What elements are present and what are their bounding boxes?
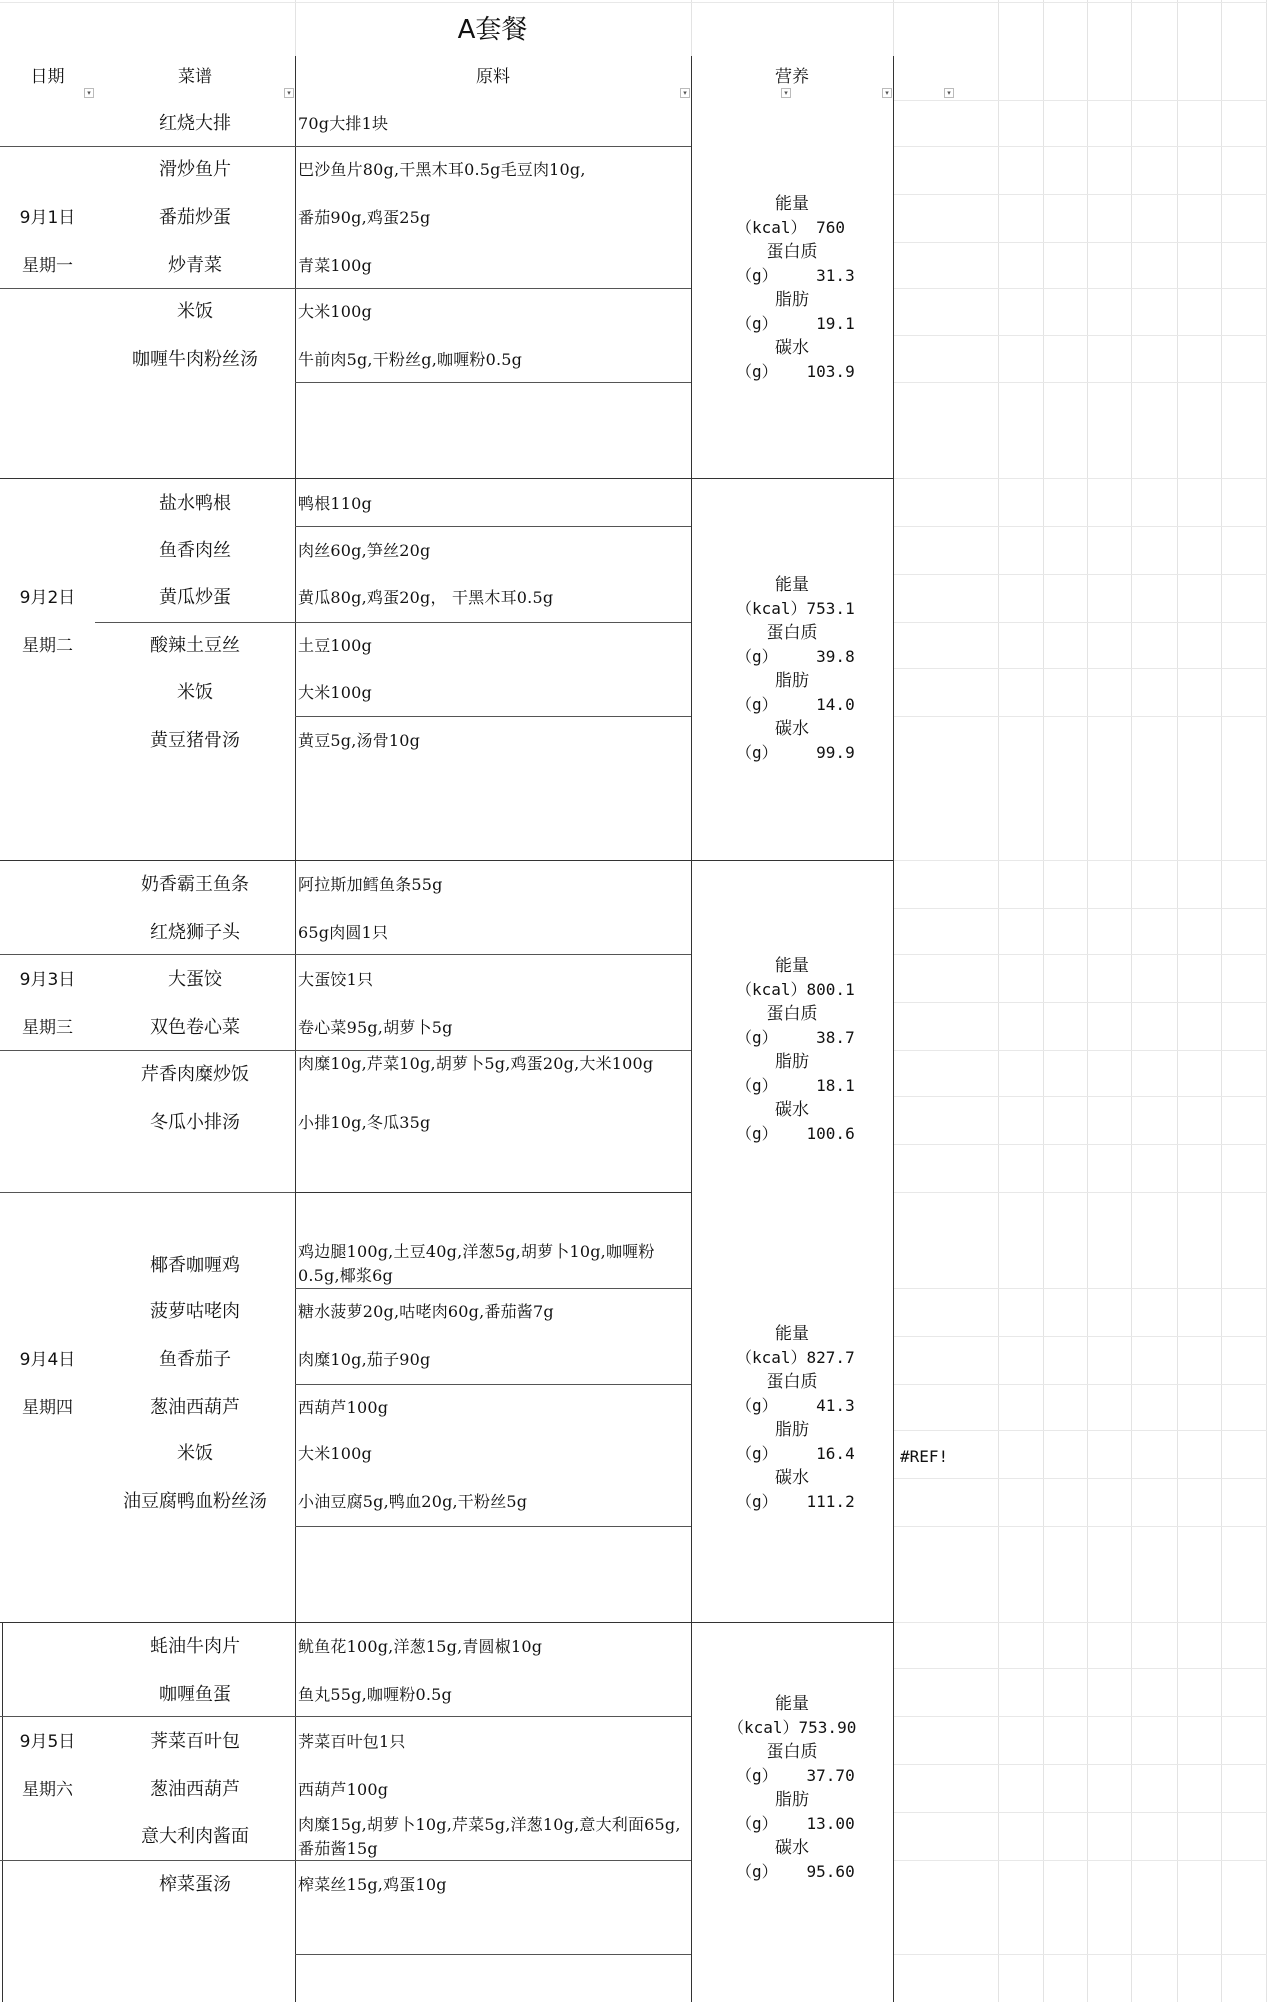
filter-dropdown-icon[interactable]: ▾ [944, 88, 954, 98]
ingredient-text: 小排10g,冬瓜35g [298, 1113, 431, 1132]
ingredient-text: 阿拉斯加鳕鱼条55g [298, 875, 443, 894]
energy-label: 能量 [775, 1324, 809, 1344]
protein-value: （g） 38.7 [736, 1028, 855, 1047]
grid-line [1087, 0, 1088, 2002]
nutrition-block [692, 1322, 892, 1514]
day-date: 9月1日 [19, 208, 76, 228]
ingredient-text: 大米100g [298, 302, 372, 321]
energy-value: （kcal）753.1 [736, 599, 855, 618]
nutrition-block [692, 1692, 892, 1884]
energy-label: 能量 [775, 575, 809, 595]
header-ingredients: 原料 [476, 67, 510, 87]
energy-value: （kcal）753.90 [728, 1718, 857, 1737]
fat-value: （g） 18.1 [736, 1076, 855, 1095]
ingredient-text: 肉糜10g,茄子90g [298, 1350, 431, 1369]
grid-line [998, 0, 999, 2002]
carb-value: （g） 99.9 [736, 743, 855, 762]
energy-label: 能量 [775, 194, 809, 214]
carb-value: （g） 103.9 [736, 362, 855, 381]
day-weekday: 星期一 [22, 256, 73, 276]
filter-dropdown-icon[interactable]: ▾ [882, 88, 892, 98]
grid-line [1131, 0, 1132, 2002]
ingredient-text: 青菜100g [298, 256, 372, 275]
filter-dropdown-icon[interactable]: ▾ [680, 88, 690, 98]
day-separator [0, 860, 893, 861]
filter-dropdown-icon[interactable]: ▾ [84, 88, 94, 98]
carb-value: （g） 95.60 [736, 1862, 855, 1881]
grid-line [1177, 0, 1178, 2002]
energy-label: 能量 [775, 1694, 809, 1714]
fat-label: 脂肪 [775, 1052, 809, 1072]
dish-name: 咖喱牛肉粉丝汤 [132, 349, 258, 370]
day-weekday: 星期三 [22, 1018, 73, 1038]
ingredient-text: 大米100g [298, 683, 372, 702]
ingredient-text: 肉糜10g,芹菜10g,胡萝卜5g,鸡蛋20g,大米100g [298, 1054, 654, 1073]
protein-value: （g） 39.8 [736, 647, 855, 666]
nutrition-block [692, 954, 892, 1146]
header-date: 日期 [30, 67, 65, 87]
ingredient-text: 黄瓜80g,鸡蛋20g， 干黑木耳0.5g [298, 588, 554, 607]
grid-line [1221, 0, 1222, 2002]
day-weekday: 星期六 [22, 1780, 73, 1800]
protein-label: 蛋白质 [766, 623, 818, 643]
dish-name: 冬瓜小排汤 [150, 1112, 240, 1133]
dish-name: 黄豆猪骨汤 [150, 730, 240, 751]
dish-name: 盐水鸭根 [159, 493, 231, 514]
fat-label: 脂肪 [775, 1420, 809, 1440]
dish-name: 油豆腐鸭血粉丝汤 [123, 1491, 267, 1512]
ingredient-text: 荠菜百叶包1只 [298, 1732, 406, 1751]
dish-name: 荠菜百叶包 [150, 1731, 240, 1752]
dish-name: 滑炒鱼片 [159, 159, 231, 180]
ingredient-text: 牛前肉5g,干粉丝g,咖喱粉0.5g [298, 350, 523, 369]
fat-value: （g） 19.1 [736, 314, 855, 333]
carb-value: （g） 100.6 [736, 1124, 855, 1143]
dish-name: 葱油西葫芦 [150, 1779, 240, 1800]
carb-label: 碳水 [775, 1468, 809, 1488]
header-dish: 菜谱 [178, 67, 212, 87]
ingredient-text: 西葫芦100g [298, 1398, 389, 1417]
ingredient-text: 榨菜丝15g,鸡蛋10g [298, 1875, 447, 1894]
fat-label: 脂肪 [775, 671, 809, 691]
dish-name: 米饭 [177, 682, 213, 703]
page-title: A套餐 [457, 15, 528, 45]
dish-name: 蚝油牛肉片 [150, 1636, 240, 1657]
dish-name: 米饭 [177, 301, 213, 322]
ingredient-text: 巴沙鱼片80g,干黑木耳0.5g毛豆肉10g, [298, 160, 586, 179]
dish-name: 咖喱鱼蛋 [159, 1684, 231, 1705]
day-date: 9月2日 [19, 588, 76, 608]
column-border [2, 1622, 3, 2002]
column-border [295, 56, 296, 2002]
ingredient-text: 番茄90g,鸡蛋25g [298, 208, 431, 227]
grid-line [893, 0, 894, 56]
day-date: 9月4日 [19, 1350, 76, 1370]
dish-name: 意大利肉酱面 [141, 1826, 249, 1847]
energy-value: （kcal）800.1 [736, 980, 855, 999]
day-weekday: 星期二 [22, 636, 73, 656]
dish-name: 酸辣土豆丝 [150, 635, 240, 656]
filter-dropdown-icon[interactable]: ▾ [781, 88, 791, 98]
ingredient-text: 西葫芦100g [298, 1780, 389, 1799]
dish-name: 大蛋饺 [168, 969, 222, 990]
dish-name: 葱油西葫芦 [150, 1397, 240, 1418]
day-date: 9月3日 [19, 970, 76, 990]
dish-name: 黄瓜炒蛋 [159, 587, 231, 608]
carb-label: 碳水 [775, 719, 809, 739]
dish-name: 芹香肉糜炒饭 [141, 1064, 249, 1085]
filter-dropdown-icon[interactable]: ▾ [284, 88, 294, 98]
ingredient-text: 鱿鱼花100g,洋葱15g,青圆椒10g [298, 1637, 543, 1656]
protein-label: 蛋白质 [766, 1004, 818, 1024]
fat-label: 脂肪 [775, 1790, 809, 1810]
fat-value: （g） 16.4 [736, 1444, 855, 1463]
grid-line [691, 0, 692, 56]
ingredient-text: 黄豆5g,汤骨10g [298, 731, 421, 750]
dish-name: 鱼香茄子 [159, 1349, 231, 1370]
energy-label: 能量 [775, 956, 809, 976]
ingredient-text: 肉丝60g,笋丝20g [298, 541, 431, 560]
fat-value: （g） 13.00 [736, 1814, 855, 1833]
dish-name: 番茄炒蛋 [159, 207, 231, 228]
ingredient-text: 大米100g [298, 1444, 372, 1463]
ingredient-text: 卷心菜95g,胡萝卜5g [298, 1018, 453, 1037]
day-date: 9月5日 [19, 1732, 76, 1752]
energy-value: （kcal） 760 [736, 218, 846, 237]
dish-name: 红烧大排 [159, 113, 231, 134]
ingredient-text: 大蛋饺1只 [298, 970, 374, 989]
dish-name: 榨菜蛋汤 [159, 1874, 231, 1895]
carb-label: 碳水 [775, 1100, 809, 1120]
ingredient-text: 肉糜15g,胡萝卜10g,芹菜5g,洋葱10g,意大利面65g,番茄酱15g [298, 1815, 681, 1858]
carb-label: 碳水 [775, 338, 809, 358]
ingredient-text: 70g大排1块 [298, 114, 389, 133]
dish-name: 菠萝咕咾肉 [150, 1301, 240, 1322]
header-nutrition: 营养 [775, 67, 809, 87]
dish-name: 双色卷心菜 [150, 1017, 240, 1038]
dish-name: 椰香咖喱鸡 [150, 1255, 240, 1276]
dish-name: 奶香霸王鱼条 [141, 874, 249, 895]
day-weekday: 星期四 [22, 1398, 73, 1418]
carb-value: （g） 111.2 [736, 1492, 855, 1511]
protein-value: （g） 37.70 [736, 1766, 855, 1785]
ingredient-text: 土豆100g [298, 636, 372, 655]
dish-name: 米饭 [177, 1443, 213, 1464]
grid-line [1043, 0, 1044, 2002]
ingredient-text: 糖水菠萝20g,咕咾肉60g,番茄酱7g [298, 1302, 554, 1321]
nutrition-block [692, 192, 892, 384]
ingredient-text: 鸭根110g [298, 494, 372, 513]
ingredient-text: 鸡边腿100g,土豆40g,洋葱5g,胡萝卜10g,咖喱粉0.5g,椰浆6g [298, 1242, 655, 1285]
dish-name: 炒青菜 [168, 255, 222, 276]
cell-border [295, 1192, 691, 1193]
dish-name: 红烧狮子头 [150, 922, 240, 943]
column-border [893, 56, 894, 2002]
protein-label: 蛋白质 [766, 242, 818, 262]
fat-label: 脂肪 [775, 290, 809, 310]
fat-value: （g） 14.0 [736, 695, 855, 714]
ingredient-text: 65g肉圆1只 [298, 923, 389, 942]
ref-error-cell: #REF! [900, 1447, 949, 1466]
protein-value: （g） 41.3 [736, 1396, 855, 1415]
protein-label: 蛋白质 [766, 1372, 818, 1392]
protein-label: 蛋白质 [766, 1742, 818, 1762]
energy-value: （kcal）827.7 [736, 1348, 855, 1367]
ingredient-text: 小油豆腐5g,鸭血20g,干粉丝5g [298, 1492, 528, 1511]
dish-name: 鱼香肉丝 [159, 540, 231, 561]
nutrition-block [692, 573, 892, 765]
ingredient-text: 鱼丸55g,咖喱粉0.5g [298, 1685, 452, 1704]
day-separator [0, 478, 893, 479]
protein-value: （g） 31.3 [736, 266, 855, 285]
carb-label: 碳水 [775, 1838, 809, 1858]
day-separator [0, 1622, 893, 1623]
